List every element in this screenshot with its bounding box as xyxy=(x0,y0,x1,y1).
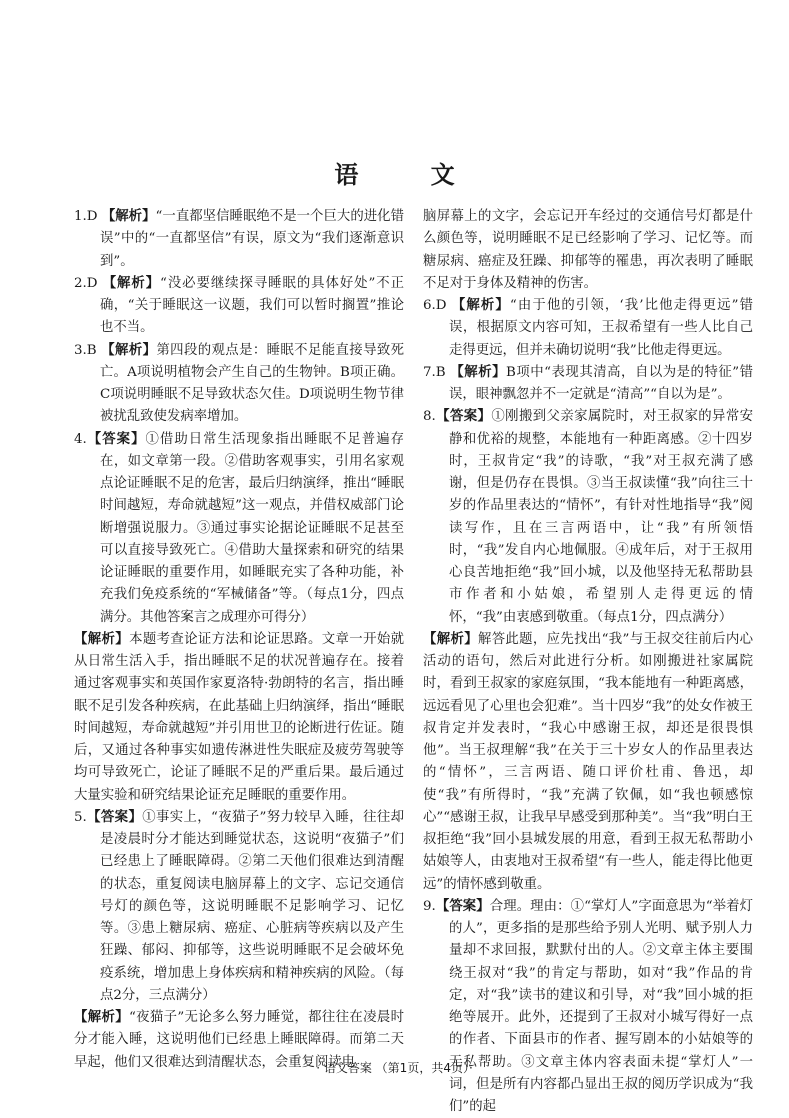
answer-tag: 【答案】 xyxy=(435,409,492,425)
page-footer: · 语文答案 （第1页，共4页）· xyxy=(316,1061,473,1075)
analysis-tag: 【解析】 xyxy=(450,364,507,380)
answer-9 xyxy=(423,896,753,1118)
analysis-tag: 【解析】 xyxy=(101,342,157,358)
question-number: 2.D xyxy=(74,275,98,291)
answer-text: “由于他的引领，‘我’比他走得更远”错误，根据原文内容可知，王叔希望有一些人比自己走得更远，但并未确切说明“我”比他走得更远。 xyxy=(449,298,753,358)
answer-8 xyxy=(423,406,753,629)
question-number: 3.B xyxy=(74,342,97,358)
answer-tag: 【答案】 xyxy=(86,431,146,447)
analysis-text: “夜猫子”无论多么努力睡觉，都往往在凌晨时分才能入睡，这说明他们已经患上睡眠障碍。而第二天早起，他们又很难达到清醒状态，会重复阅读电 xyxy=(74,1010,404,1070)
analysis-tag: 【解析】 xyxy=(423,631,478,647)
answer-tag: 【答案】 xyxy=(86,809,143,825)
analysis-text: 脑屏幕上的文字，会忘记开车经过的交通信号灯都是什么颜色等，说明睡眠不足已经影响了学习、记忆等。而糖尿病、癌症及狂躁、抑郁等的罹患，再次表明了睡眠不足对于身体及精神的伤害。 xyxy=(423,209,753,291)
answer-text: ①借助日常生活现象指出睡眠不足普遍存在，如文章第一段。②借助客观事实，引用名家观点论证睡眠不足的危害，最后归纳演绎，推出“睡眠时间越短，寿命就越短”这一观点，并借权威部门论断增强说服力。③通过事实论据论证睡眠不足甚至可以直接导致死亡。④借助大量探索和研究的结果论证睡眠的重要作用，如睡眠充实了各种功能，补充我们免疫系统的“军械储备”等。（每点1分，四点满分。其他答案言之成理亦可得分） xyxy=(100,431,405,625)
answer-6 xyxy=(423,295,753,362)
question-number: 7.B xyxy=(423,364,446,380)
question-number: 8. xyxy=(423,409,436,425)
right-column xyxy=(423,206,753,1118)
analysis-tag: 【解析】 xyxy=(74,631,130,647)
answer-3 xyxy=(74,340,404,429)
analysis-4 xyxy=(74,629,404,807)
analysis-text: 解答此题，应先找出“我”与王叔交往前后内心活动的语句，然后对此进行分析。如刚搬进社家属院时，看到王叔家的家庭氛围，“我本能地有一种距离感，远远看见了心里也会犯难”。当十四岁“我”的处女作被王叔肯定并发表时，“我心中感谢王叔，却还是很畏惧他”。当王叔理解“我”在关于三十岁女人的作品里表达的“情怀”，三言两语、随口评价杜甫、鲁迅，却使“我”有所得时，“我”充满了钦佩，如“我也顿感惊心”“感谢王叔，让我早早感受到那种美”。当“我”明白王叔拒绝“我”回小县城发展的用意，看到王叔无私帮助小姑娘等人，由衷地对王叔希望“有一些人，能走得比他更远”的情怀感到敬重。 xyxy=(423,631,753,892)
answer-text: 第四段的观点是：睡眠不足能直接导致死亡。A项说明植物会产生自己的生物钟。B项正确。C项说明睡眠不足导致状态欠佳。D项说明生物节律被扰乱致使发病率增加。 xyxy=(100,342,405,425)
answer-text: B项中“表现其清高，自以为是的特征”错误，眼神飘忽并不一定就是“清高”“自以为是”。 xyxy=(449,364,754,402)
answer-tag: 【答案】 xyxy=(435,898,490,914)
analysis-text: 本题考查论证方法和论证思路。文章一开始就从日常生活入手，指出睡眠不足的状况普遍存在。接着通过客观事实和英国作家夏洛特·勃朗特的名言，指出睡眠不足引发各种疾病，在此基础上归纳演绎，指出“睡眠时间越短，寿命就越短”并引用世卫的论断进行佐证。随后，又通过各种事实如遗传淋进性失眠症及疲劳驾驶等均可导致死亡，论证了睡眠不足的严重后果。最后通过大量实验和研究结果论证充足睡眠的重要作用。 xyxy=(74,631,404,803)
answer-7 xyxy=(423,362,753,407)
analysis-tag: 【解析】 xyxy=(74,1010,129,1025)
answer-text: “没必要继续探寻睡眠的具体好处”不正确，“关于睡眠这一议题，我们可以暂时搁置”推论也不当。 xyxy=(100,275,404,336)
answer-2 xyxy=(74,273,404,340)
question-number: 5. xyxy=(74,809,87,825)
analysis-5-continued xyxy=(423,206,753,295)
question-number: 6.D xyxy=(423,298,447,313)
answer-text: “一直都坚信睡眠绝不是一个巨大的进化错误”中的“一直都坚信”有误，原文为“我们逐渐意识到”。 xyxy=(100,209,404,269)
page-title: 语 文 xyxy=(334,161,487,189)
question-number: 4. xyxy=(74,431,87,447)
answer-5 xyxy=(74,807,404,1007)
answer-1 xyxy=(74,206,404,273)
question-number: 9. xyxy=(423,898,436,914)
answer-4 xyxy=(74,429,404,629)
answer-text: ①刚搬到父亲家属院时，对王叔家的异常安静和优裕的规整，本能地有一种距离感。②十四岁时，王叔肯定“我”的诗歌，“我”对王叔充满了感谢，但是仍存在畏惧。③当王叔读懂“我”向往三十岁的作品里表达的“情怀”，有针对性地指导“我”阅读写作，且在三言两语中，让“我”有所领悟时，“我”发自内心地佩服。④成年后，对于王叔用心良苦地拒绝“我”回小城，以及他坚持无私帮助县市作者和小姑娘，希望别人走得更远的情怀，“我”由衷感到敬重。（每点1分，四点满分） xyxy=(449,409,754,625)
left-column xyxy=(74,206,404,1074)
analysis-8 xyxy=(423,629,753,896)
analysis-tag: 【解析】 xyxy=(451,298,510,313)
answer-text: ①事实上，“夜猫子”努力较早入睡，往往却是凌晨时分才能达到睡觉状态，这说明“夜猫子”们已经患上了睡眠障碍。②第二天他们很难达到清醒的状态，重复阅读电脑屏幕上的文字、忘记交通信号灯的颜色等，这说明睡眠不足影响学习、记忆等。③患上糖尿病、癌症、心脏病等疾病以及产生狂躁、郁闷、抑郁等，这些说明睡眠不足会破坏免疫系统，增加患上身体疾病和精神疾病的风险。（每点2分，三点满分） xyxy=(100,809,404,1003)
analysis-tag: 【解析】 xyxy=(101,209,156,224)
question-number: 1.D xyxy=(74,209,98,224)
analysis-tag: 【解析】 xyxy=(102,275,161,291)
answer-text: 合理。理由：①“掌灯人”字面意思为“举着灯的人”，更多指的是那些给予别人光明、赋予别人力量却不求回报，默默付出的人。②文章主体主要围绕王叔对“我”的肯定与帮助，如对“我”作品的肯定，对“我”读书的建议和引导，对“我”回小城的拒绝等展开。此外，还提到了王叔对小城写得好一点的作者、下面县市的作者、握写剧本的小姑娘等的无私帮助。③文章主体内容表面未提“掌灯人”一词，但是所有内容都凸显出王叔的阅历学识成为“我们”的起 xyxy=(449,898,753,1114)
